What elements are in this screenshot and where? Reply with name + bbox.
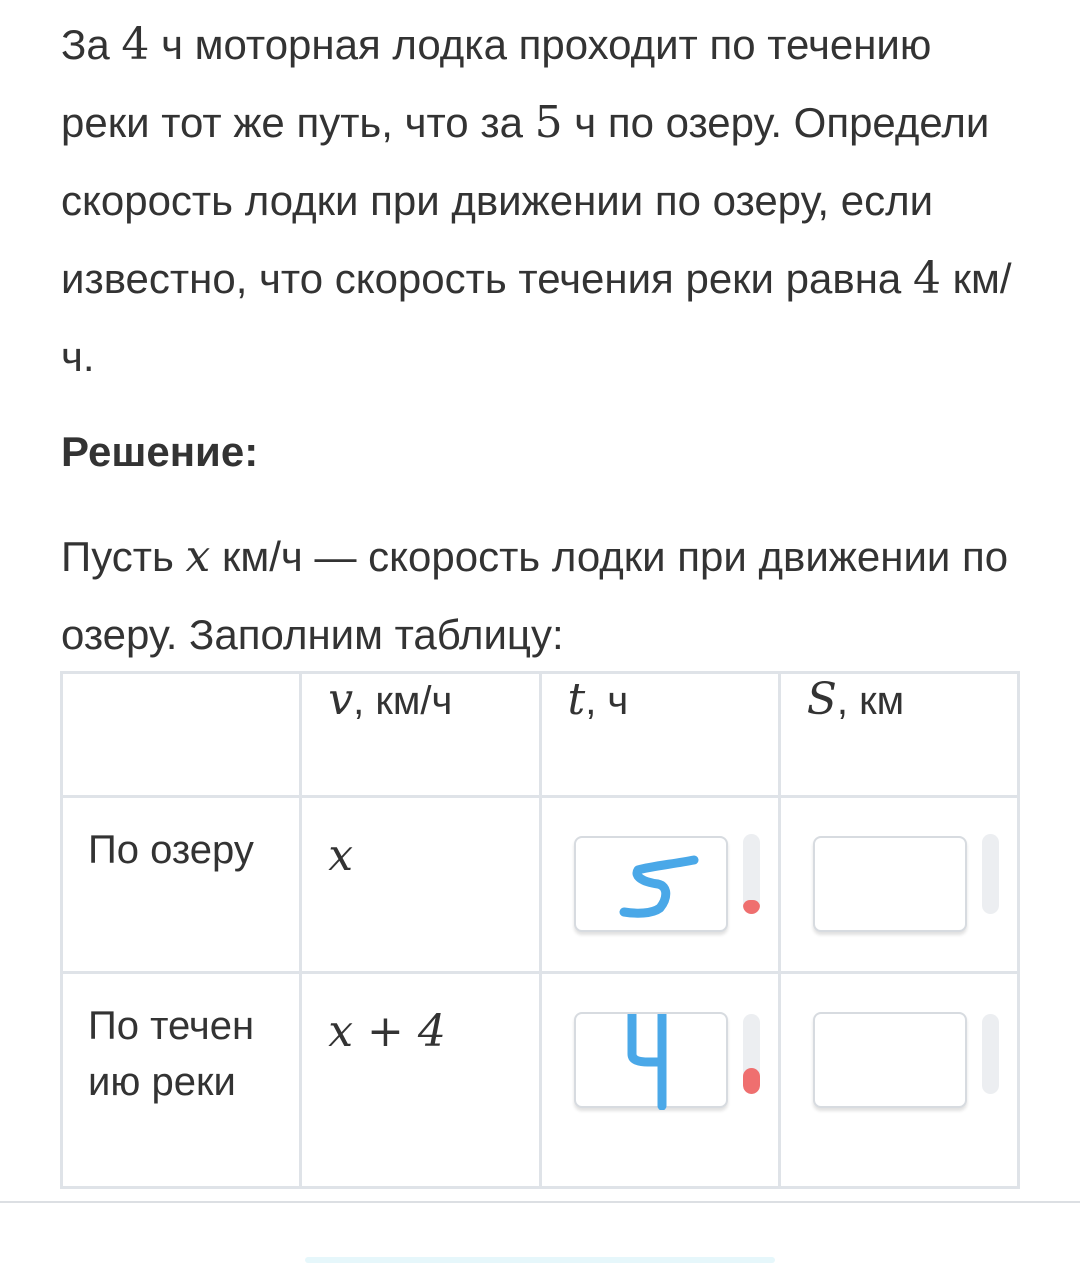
time-meter-river-fill bbox=[743, 1068, 760, 1094]
solution-intro-variable: x bbox=[185, 531, 211, 582]
handwritten-four-annotation bbox=[576, 1014, 730, 1110]
table-row-lake bbox=[62, 797, 1019, 973]
header-time-symbol: t bbox=[567, 674, 586, 725]
header-speed-unit: , км/ч bbox=[353, 679, 453, 723]
header-speed-symbol: v bbox=[328, 674, 354, 725]
bottom-action-bar-edge[interactable] bbox=[305, 1257, 775, 1263]
speed-cell bbox=[301, 797, 540, 973]
bottom-divider bbox=[0, 1201, 1080, 1203]
time-meter-river bbox=[743, 1014, 760, 1094]
solution-heading: Решение: bbox=[61, 428, 259, 475]
row-label-cell bbox=[62, 973, 301, 1188]
header-cell-time bbox=[540, 673, 779, 797]
header-distance-symbol: S bbox=[806, 674, 837, 725]
solution-intro-text-2: км/ч — скорость лодки при движении по озеру. Заполним таблицу: bbox=[61, 533, 1009, 658]
solution-intro bbox=[61, 518, 1021, 674]
time-cell bbox=[540, 797, 779, 973]
motion-table bbox=[60, 671, 1020, 1189]
distance-cell bbox=[779, 973, 1018, 1188]
problem-text-4: км/ч. bbox=[61, 255, 1012, 380]
distance-cell bbox=[779, 797, 1018, 973]
time-input-lake[interactable] bbox=[574, 836, 728, 932]
header-cell-distance bbox=[779, 673, 1018, 797]
speed-river: x + 4 bbox=[328, 1006, 446, 1057]
problem-number-hours-river: 4 bbox=[121, 19, 150, 70]
table-row-river bbox=[62, 973, 1019, 1188]
time-cell bbox=[540, 973, 779, 1188]
row-label-river: По течению реки bbox=[88, 1004, 255, 1104]
problem-text-2: ч моторная лодка проходит по течению реки тот же путь, что за bbox=[61, 21, 932, 146]
time-meter-lake-fill bbox=[743, 900, 760, 914]
handwritten-five-annotation bbox=[576, 838, 730, 934]
header-time-unit: , ч bbox=[585, 679, 629, 723]
speed-lake: x bbox=[328, 830, 354, 881]
time-input-river[interactable] bbox=[574, 1012, 728, 1108]
problem-number-current-speed: 4 bbox=[912, 253, 941, 304]
row-label-cell bbox=[62, 797, 301, 973]
problem-text-1: За bbox=[61, 21, 122, 68]
problem-statement bbox=[61, 6, 1021, 396]
header-cell-speed bbox=[301, 673, 540, 797]
problem-number-hours-lake: 5 bbox=[534, 97, 563, 148]
distance-input-river[interactable] bbox=[813, 1012, 967, 1108]
header-distance-unit: , км bbox=[836, 679, 905, 723]
table-header-row bbox=[62, 673, 1019, 797]
speed-cell bbox=[301, 973, 540, 1188]
distance-meter-river bbox=[982, 1014, 999, 1094]
row-label-lake: По озеру bbox=[88, 828, 254, 872]
distance-meter-lake bbox=[982, 834, 999, 914]
solution-intro-text-1: Пусть bbox=[61, 533, 186, 580]
problem-text-3: ч по озеру. Определи скорость лодки при движении по озеру, если известно, что скорость течения реки равна bbox=[61, 99, 990, 302]
header-cell-empty bbox=[62, 673, 301, 797]
time-meter-lake bbox=[743, 834, 760, 914]
distance-input-lake[interactable] bbox=[813, 836, 967, 932]
